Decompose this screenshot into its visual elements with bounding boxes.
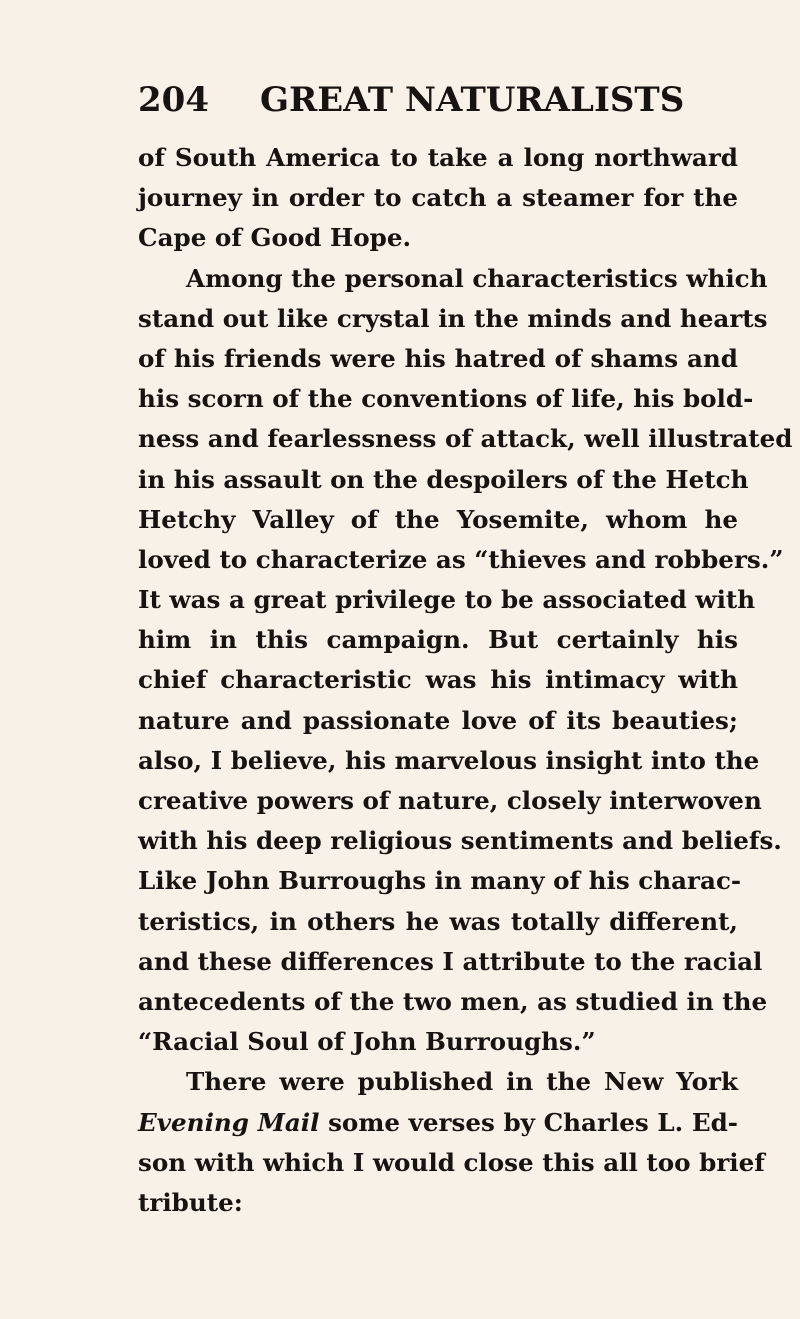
page-number: 204 [138, 80, 209, 120]
text-line-12: It was a great privilege to be associated with [138, 585, 756, 615]
text-line-19: Like John Burroughs in many of his charac- [138, 866, 742, 896]
text-line-22: antecedents of the two men, as studied in the [138, 986, 768, 1016]
text-line-17: creative powers of nature, closely interwoven [138, 786, 762, 815]
text-line-5: stand out like crystal in the minds and hearts [138, 303, 768, 333]
paragraph-5-line-1 [138, 1062, 738, 1102]
text-line-21: and these differences I attribute to the racial [138, 946, 763, 976]
text-line-23: “Racial Soul of John Burroughs.” [138, 1027, 596, 1057]
page-header [138, 80, 685, 120]
text-line-3: Cape of Good Hope. [138, 223, 412, 253]
text-line-11: loved to characterize as “thieves and robbers.” [138, 544, 784, 574]
text-line-2: journey in order to catch a steamer for the [138, 183, 738, 213]
text-line-15: nature and passionate love of its beauties; [138, 705, 738, 735]
text-line-1: of South America to take a long northward [138, 143, 738, 172]
text-line-6: of his friends were his hatred of shams and [138, 343, 738, 373]
text-line-7: his scorn of the conventions of life, his bold- [138, 384, 754, 414]
paragraph-5-line-3: son with which I would close this all too brief [138, 1147, 765, 1177]
running-title: GREAT NATURALISTS [260, 80, 685, 120]
text-line-18: with his deep religious sentiments and beliefs. [138, 826, 782, 856]
paragraph-2-line-1: Among the personal characteristics which [186, 263, 768, 293]
paragraph-5-line-4: tribute: [138, 1187, 243, 1217]
text-line-14: chief characteristic was his intimacy with [138, 665, 738, 695]
text-line-10: Hetchy Valley of the Yosemite, whom he [138, 504, 738, 534]
text-line-20: teristics, in others he was totally different, [138, 906, 738, 936]
paragraph-5-line-2 [138, 1103, 738, 1143]
text-line-13: him in this campaign. But certainly his [138, 625, 738, 655]
text-line-16: also, I believe, his marvelous insight into the [138, 745, 760, 775]
text-line-8: ness and fearlessness of attack, well illustrated [138, 424, 793, 454]
text-line-9: in his assault on the despoilers of the Hetch [138, 464, 749, 494]
paragraph-5-suffix: some verses by Charles L. Ed- [328, 1107, 738, 1137]
newspaper-title: Evening Mail [138, 1107, 320, 1137]
body-text [138, 138, 793, 1223]
paragraph-5-prefix: There were published in the New York [186, 1067, 738, 1097]
